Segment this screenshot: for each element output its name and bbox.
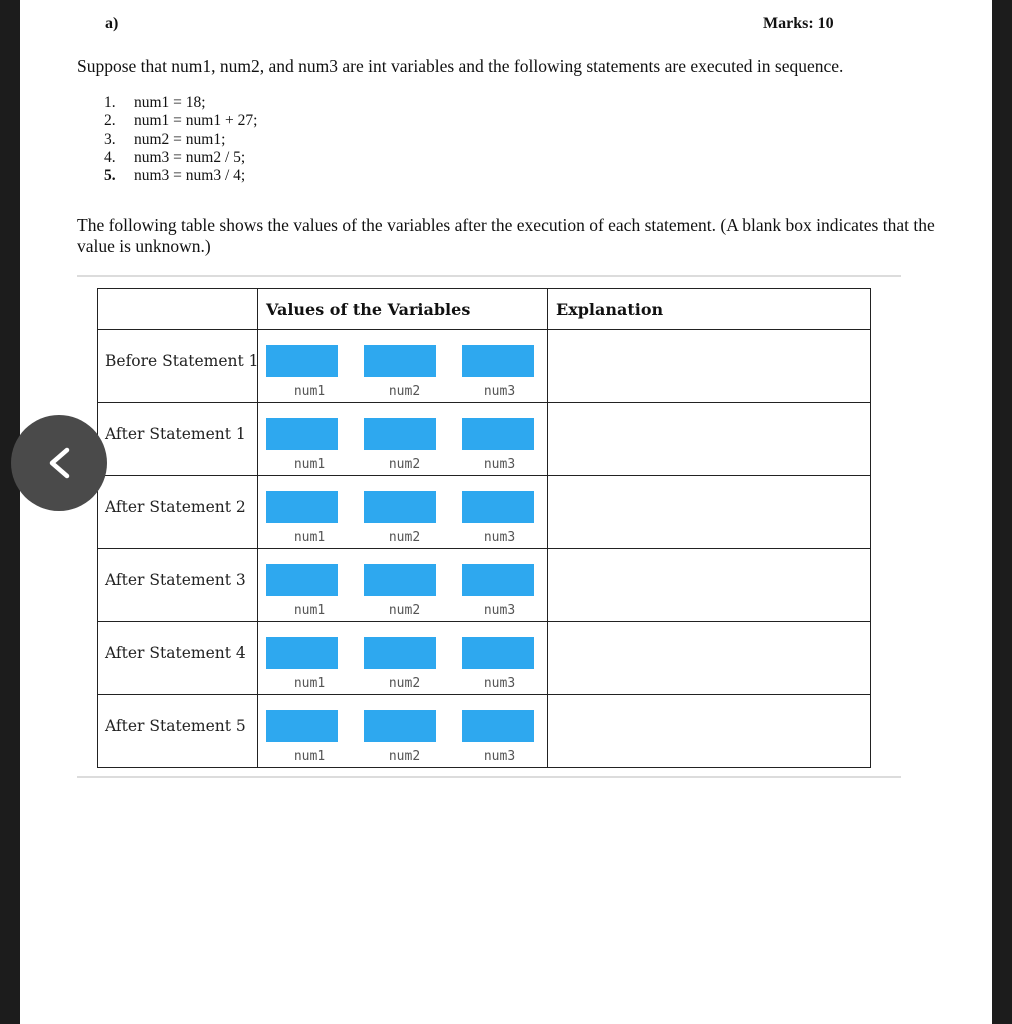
divider — [77, 776, 901, 778]
var-name: num1 — [293, 457, 326, 472]
statement-number: 3. — [104, 130, 116, 148]
var-name: num3 — [483, 603, 516, 618]
var-name: num3 — [483, 749, 516, 764]
statement-code: num3 = num2 / 5; — [134, 148, 246, 166]
table-row — [98, 403, 871, 476]
var-name: num3 — [483, 457, 516, 472]
explanation-cell[interactable] — [548, 403, 871, 476]
row-label: After Statement 3 — [98, 549, 258, 622]
row-label: Before Statement 1 — [98, 330, 258, 403]
marks-label: Marks: 10 — [763, 15, 834, 32]
row-label: After Statement 1 — [98, 403, 258, 476]
statement-number: 4. — [104, 148, 116, 166]
statement-code: num1 = num1 + 27; — [134, 112, 258, 130]
statement-item — [104, 112, 257, 130]
statement-number: 1. — [104, 94, 116, 111]
document-page — [20, 0, 992, 1024]
num3-value-box[interactable] — [462, 710, 534, 742]
table-row — [98, 549, 871, 622]
header-empty — [98, 289, 258, 330]
statement-item — [104, 149, 257, 167]
num1-value-box[interactable] — [266, 418, 338, 450]
explanation-cell[interactable] — [548, 476, 871, 549]
statement-code: num1 = 18; — [134, 94, 206, 111]
statement-number: 5. — [104, 167, 116, 185]
table-row — [98, 330, 871, 403]
statement-code: num3 = num3 / 4; — [134, 167, 246, 185]
values-cell — [258, 476, 548, 549]
values-cell — [258, 622, 548, 695]
num2-value-box[interactable] — [364, 637, 436, 669]
chevron-left-icon — [45, 446, 73, 480]
values-cell — [258, 330, 548, 403]
statement-item — [104, 94, 257, 112]
num1-value-box[interactable] — [266, 345, 338, 377]
num3-value-box[interactable] — [462, 491, 534, 523]
row-label: After Statement 2 — [98, 476, 258, 549]
num3-value-box[interactable] — [462, 564, 534, 596]
num3-value-box[interactable] — [462, 418, 534, 450]
explanation-cell[interactable] — [548, 695, 871, 768]
num1-value-box[interactable] — [266, 637, 338, 669]
var-name: num3 — [483, 384, 516, 399]
variables-table — [97, 288, 871, 768]
var-name: num2 — [388, 530, 421, 545]
statement-list — [104, 94, 257, 185]
table-intro: The following table shows the values of the variables after the execution of each statement. (A blank box indicates that the value is unknown.) — [77, 215, 935, 256]
var-name: num1 — [293, 530, 326, 545]
var-name: num1 — [293, 676, 326, 691]
var-name: num1 — [293, 603, 326, 618]
num3-value-box[interactable] — [462, 345, 534, 377]
num2-value-box[interactable] — [364, 564, 436, 596]
table-header-row — [98, 289, 871, 330]
var-name: num1 — [293, 749, 326, 764]
num2-value-box[interactable] — [364, 345, 436, 377]
explanation-cell[interactable] — [548, 549, 871, 622]
table-row — [98, 622, 871, 695]
var-name: num2 — [388, 384, 421, 399]
header-values: Values of the Variables — [258, 289, 548, 330]
row-label: After Statement 4 — [98, 622, 258, 695]
values-cell — [258, 549, 548, 622]
table-row — [98, 695, 871, 768]
num2-value-box[interactable] — [364, 710, 436, 742]
explanation-cell[interactable] — [548, 330, 871, 403]
num3-value-box[interactable] — [462, 637, 534, 669]
statement-number: 2. — [104, 112, 116, 130]
values-cell — [258, 403, 548, 476]
num1-value-box[interactable] — [266, 564, 338, 596]
statement-item — [104, 131, 257, 149]
var-name: num2 — [388, 603, 421, 618]
var-name: num3 — [483, 676, 516, 691]
statement-code: num2 = num1; — [134, 130, 226, 148]
var-name: num2 — [388, 749, 421, 764]
var-name: num2 — [388, 676, 421, 691]
var-name: num3 — [483, 530, 516, 545]
header-explanation: Explanation — [548, 289, 871, 330]
back-button[interactable] — [11, 415, 107, 511]
num1-value-box[interactable] — [266, 491, 338, 523]
num2-value-box[interactable] — [364, 491, 436, 523]
divider — [77, 275, 901, 277]
var-name: num2 — [388, 457, 421, 472]
table-row — [98, 476, 871, 549]
var-name: num1 — [293, 384, 326, 399]
row-label: After Statement 5 — [98, 695, 258, 768]
explanation-cell[interactable] — [548, 622, 871, 695]
question-label: a) — [105, 15, 119, 32]
num2-value-box[interactable] — [364, 418, 436, 450]
num1-value-box[interactable] — [266, 710, 338, 742]
values-cell — [258, 695, 548, 768]
question-intro: Suppose that num1, num2, and num3 are int variables and the following statements are executed in sequence. — [77, 56, 844, 76]
statement-item — [104, 167, 257, 185]
